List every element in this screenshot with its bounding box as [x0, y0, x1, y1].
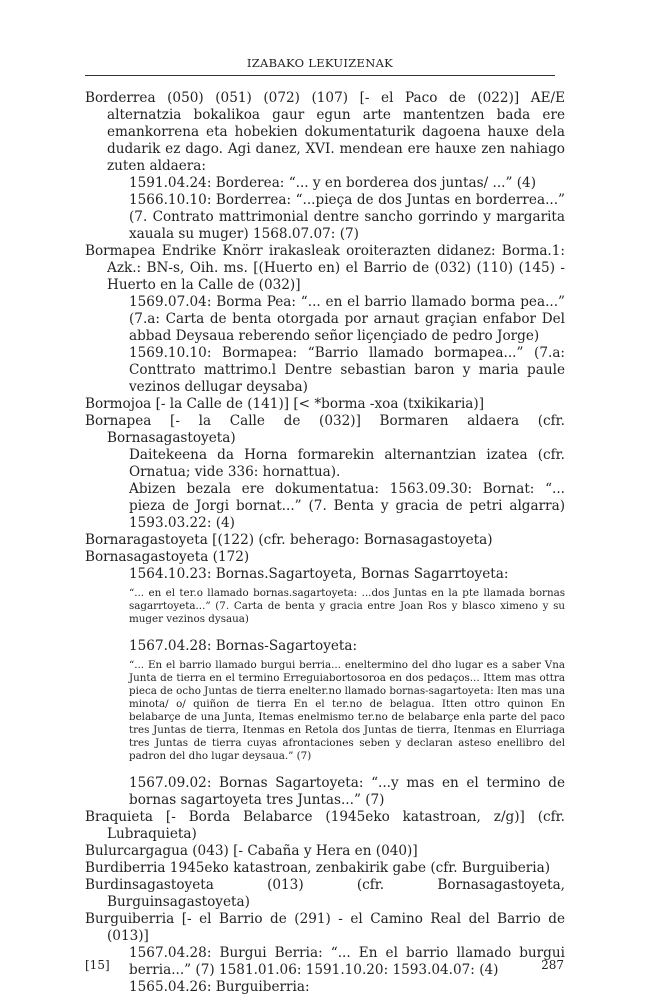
- entry-bormapea-date-2: 1569.10.10: Bormapea: “Barrio llamado bormapea...” (7.a: Conttrato mattrimo.l Dentre sebastian baron y maria paule vezinos dellugar deysaba): [129, 345, 565, 395]
- entry-bormojoa: Bormojoa [- la Calle de (141)] [< *borma -xoa (txikikaria)]: [85, 396, 485, 412]
- entry-burguiberria: Burguiberria [- el Barrio de (291) - el Camino Real del Barrio de (013)]: [85, 911, 565, 944]
- entry-bornasagastoyeta-date-3: 1567.09.02: Bornas Sagartoyeta: “...y mas en el termino de bornas sagartoyeta tres Juntas...” (7): [129, 775, 565, 808]
- entry-bornasagastoyeta: Bornasagastoyeta (172): [85, 549, 250, 565]
- entry-bornaragastoyeta: Bornaragastoyeta [(122) (cfr. beherago: Bornasagastoyeta): [85, 532, 493, 548]
- entry-bornapea-note: Daitekeena da Horna formarekin alternantzian izatea (cfr. Ornatua; vide 336: hornattua).: [129, 447, 565, 480]
- entry-burguiberria-date-1: 1567.04.28: Burgui Berria: “... En el barrio llamado burgui berria...” (7) 1581.01.06: 1591.10.20: 1593.04.07: (4): [129, 945, 565, 978]
- page-body: [85, 90, 565, 996]
- running-header: IZABAKO LEKUIZENAK: [246, 56, 394, 70]
- header-rule: [85, 75, 555, 76]
- page-number: 287: [541, 958, 564, 972]
- entry-borderrea: Borderrea (050) (051) (072) (107) [- el Paco de (022)] AE/E alternatzia bokalikoa gaur egun arte mantentzen bada ere emankorrena eta hobekien dokumentaturik dagoena hauxe dela dudarik ez dago. Agi danez, XVI. mendean ere hauxe zen nahiago zuten aldaera:: [85, 90, 565, 174]
- entry-bulurcargagua: Bulurcargagua (043) [- Cabaña y Hera en (040)]: [85, 843, 418, 859]
- entry-bornapea: Bornapea [- la Calle de (032)] Bormaren aldaera (cfr. Bornasagastoyeta): [85, 413, 565, 446]
- entry-burguiberria-date-2: 1565.04.26: Burguiberria:: [129, 979, 310, 995]
- entry-bornasagastoyeta-quote-1: “... en el ter.o llamado bornas.sagartoyeta: ...dos Juntas en la pte llamada bornas sagarrtoyeta...” (7. Carta de benta y gracia entre Joan Ros y blasco ximeno y su muger vezinos dysaua): [129, 587, 565, 625]
- entry-bornasagastoyeta-quote-2: “... En el barrio llamado burgui berria... eneltermino del dho lugar es a saber Vna Junta de tierra en el termino Erreguiabortosoroa en dos pedaços... Ittem mas ottra pieca de ocho Juntas de tierra enelter.no llamado bornas-sagartoyeta: Iten mas una minota/ o/ quiñon de tierra En el ter.no de belagua. Itten ottro quinon En belabarçe de una Junta, Itemas enelmismo ter.no de belabarçe enla parte del paco tres Juntas de tierra, Itenmas en Retola dos Juntas de tierra, Itenmas en Elurriaga tres Juntas de tierra cuyas afrontaciones seben y declaran asteso enellibro del padron del dho lugar deysaua.” (7): [129, 659, 566, 762]
- entry-bornapea-surname: Abizen bezala ere dokumentatua: 1563.09.30: Bornat: “... pieza de Jorgi bornat...” (7. Benta y gracia de petri algarra) 1593.03.22: (4): [129, 481, 565, 531]
- entry-borderrea-date-2: 1566.10.10: Borderrea: “...pieça de dos Juntas en borderrea...” (7. Contrato mattrimonial dentre sancho gorrindo y margarita xauala su muger) 1568.07.07: (7): [129, 192, 565, 242]
- entry-bornasagastoyeta-date-1: 1564.10.23: Bornas.Sagartoyeta, Bornas Sagarrtoyeta:: [129, 566, 509, 582]
- entry-burdinsagastoyeta: Burdinsagastoyeta (013) (cfr. Bornasagastoyeta, Burguinsagastoyeta): [85, 877, 565, 910]
- entry-borderrea-date-1: 1591.04.24: Borderea: “... y en borderea dos juntas/ ...” (4): [129, 175, 536, 191]
- entry-bornasagastoyeta-date-2: 1567.04.28: Bornas-Sagartoyeta:: [129, 638, 358, 654]
- entry-burdiberria: Burdiberria 1945eko katastroan, zenbakirik gabe (cfr. Burguiberia): [85, 860, 550, 876]
- footer-section-number: [15]: [85, 958, 110, 972]
- entry-braquieta: Braquieta [- Borda Belabarce (1945eko katastroan, z/g)] (cfr. Lubraquieta): [85, 809, 565, 842]
- entry-bormapea-date-1: 1569.07.04: Borma Pea: “... en el barrio llamado borma pea...” (7.a: Carta de benta otorgada por arnaut graçian enfabor Del abbad Deysaua reberendo señor liçençiado de pedro Jorge): [129, 294, 565, 344]
- entry-bormapea: Bormapea Endrike Knörr irakasleak oroiterazten didanez: Borma.1: Azk.: BN-s, Oih. ms. [(Huerto en) el Barrio de (032) (110) (145) - Huerto en la Calle de (032)]: [85, 243, 565, 293]
